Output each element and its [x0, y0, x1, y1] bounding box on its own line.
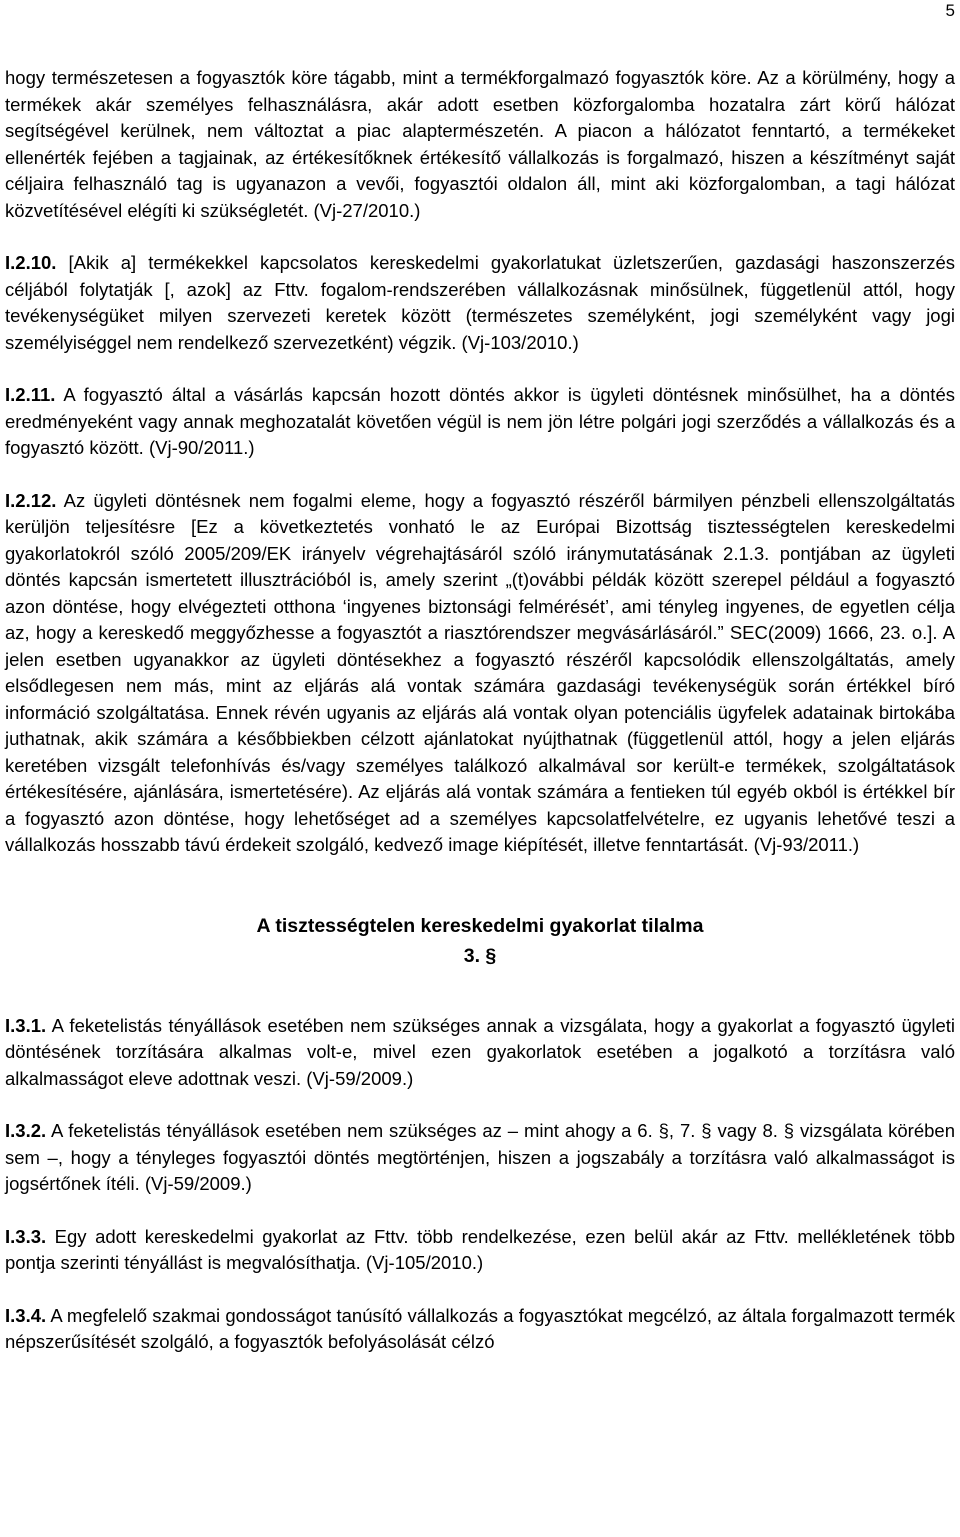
- section-paragraph: [5, 1303, 955, 1356]
- section-paragraph: [5, 1118, 955, 1198]
- chapter-subtitle: 3. §: [463, 944, 497, 967]
- section-text: Egy adott kereskedelmi gyakorlat az Fttv. több rendelkezése, ezen belül akár az Fttv. mellékletének több pontja szerinti tényállást is megvalósíthatja. (Vj-105/2010.): [5, 1225, 955, 1273]
- section-text: Az ügyleti döntésnek nem fogalmi eleme, hogy a fogyasztó részéről bármilyen pénzbeli ellenszolgáltatás kerüljön teljesítésre [Ez a következtetés vonható le az Európai Bizottság tisztességtelen kereskedelmi gyakorlatokról szóló 2005/209/EK irányelv végrehajtásáról szóló iránymutatásának 2.1.3. pontjában az ügyleti döntés kapcsán ismertetett illusztrációból is, amely szerint „(t)ovábbi példák között szerepel például a fogyasztó azon döntése, hogy elvégezteti otthona ‘ingyenes biztonsági felmérését’, ami tényleg ingyenes, de egyetlen célja az, hogy a kereskedő meggyőzhesse a fogyasztót a riasztórendszer megvásárlásáról.” SEC(2009) 1666, 23. o.]. A jelen esetben ugyanakkor az ügyleti döntésekhez a fogyasztó részéről kapcsolódik ellenszolgáltatás, amely elsődlegesen nem más, mint az eljárás alá vontak számára gazdasági tevékenységük során értékkel bíró információ szolgáltatása. Ennek révén ugyanis az eljárás alá vontak olyan potenciális ügyfelek adatainak birtokába juthatnak, akik számára a későbbiekben célzott ajánlatokat nyújthatnak (függetlenül attól, hogy a jelen eljárás keretében vizsgált telefonhívás és/vagy személyes találkozó alkalmával sor került-e termékek, szolgáltatások értékesítésére, ajánlására, ismertetésére). Az eljárás alá vontak számára a fentieken túl egyéb okból is értékkel bír a fogyasztó azon döntése, hogy lehetőséget ad a személyes kapcsolatfelvételre, ez ugyanis lehetővé teszi a vállalkozás hosszabb távú érdekeit szolgáló, kedvező image kiépítését, illetve fenntartását. (Vj-93/2011.): [5, 489, 955, 855]
- section-paragraph: [5, 1013, 955, 1093]
- section-label: I.3.4.: [5, 1304, 47, 1326]
- document-body: [5, 65, 955, 1382]
- section-text: [Akik a] termékekkel kapcsolatos kereskedelmi gyakorlatukat üzletszerűen, gazdasági haszonszerzés céljából folytatják [, azok] az Fttv. fogalom-rendszerében vállalkozásnak minősülnek, függetlenül attól, hogy tevékenységüket milyen szervezeti keretek között (természetes személyként, jogi személyként vagy jogi személyiséggel nem rendelkező szervezetként) végzik. (Vj-103/2010.): [5, 252, 955, 353]
- chapter-title: A tisztességtelen kereskedelmi gyakorlat tilalma: [256, 914, 704, 937]
- section-label: I.2.10.: [5, 252, 57, 273]
- page-number: 5: [945, 1, 955, 20]
- intro-paragraph: hogy természetesen a fogyasztók köre tágabb, mint a termékforgalmazó fogyasztók köre. Az a körülmény, hogy a termékek akár személyes felhasználásra, akár adott esetben közforgalomba hozatalra zárt körű hálózat segítségével kerülnek, nem változtat a piac alaptermészetén. A piacon a hálózatot fenntartó, a termékeket ellenérték fejében a tagjainak, az értékesítőknek értékesítő vállalkozás is forgalmazó, hiszen a készítményt saját céljaira felhasználó tag is ugyanazon a vevői, fogyasztói oldalon áll, mint aki közforgalomban, a tagi hálózat közvetítésével elégíti ki szükségletét. (Vj-27/2010.): [5, 67, 955, 221]
- chapter-heading: [5, 911, 955, 971]
- section-text: A fogyasztó által a vásárlás kapcsán hozott döntés akkor is ügyleti döntésnek minősülhet, ha a döntés eredményeként vagy annak meghozatalát követően végül is nem jön létre polgári jogi szerződés a vállalkozás és a fogyasztó között. (Vj-90/2011.): [5, 384, 955, 458]
- section-text: A megfelelő szakmai gondosságot tanúsító vállalkozás a fogyasztókat megcélzó, az általa forgalmazott termék népszerűsítését szolgáló, a fogyasztók befolyásolását célzó: [5, 1304, 955, 1352]
- section-paragraph: [5, 250, 955, 356]
- section-label: I.2.12.: [5, 489, 57, 511]
- section-text: A feketelistás tényállások esetében nem szükséges az – mint ahogy a 6. §, 7. § vagy 8. § vizsgálata körében sem –, hogy a tényleges fogyasztói döntés megtörténjen, hiszen a jogszabály a torzításra való alkalmasságot is jogsértőnek ítéli. (Vj-59/2009.): [5, 1120, 955, 1194]
- section-paragraph: [5, 382, 955, 462]
- section-label: I.3.3.: [5, 1225, 47, 1247]
- section-paragraph: [5, 488, 955, 859]
- section-label: I.3.2.: [5, 1120, 47, 1141]
- section-label: I.2.11.: [5, 384, 56, 405]
- section-paragraph: [5, 1224, 955, 1277]
- section-text: A feketelistás tényállások esetében nem szükséges annak a vizsgálata, hogy a gyakorlat a fogyasztó ügyleti döntésének torzítására alkalmas volt-e, mivel ezen gyakorlatok esetében a jogalkotó a torzításra való alkalmasságot eleve adottnak veszi. (Vj-59/2009.): [5, 1014, 955, 1089]
- section-label: I.3.1.: [5, 1014, 47, 1036]
